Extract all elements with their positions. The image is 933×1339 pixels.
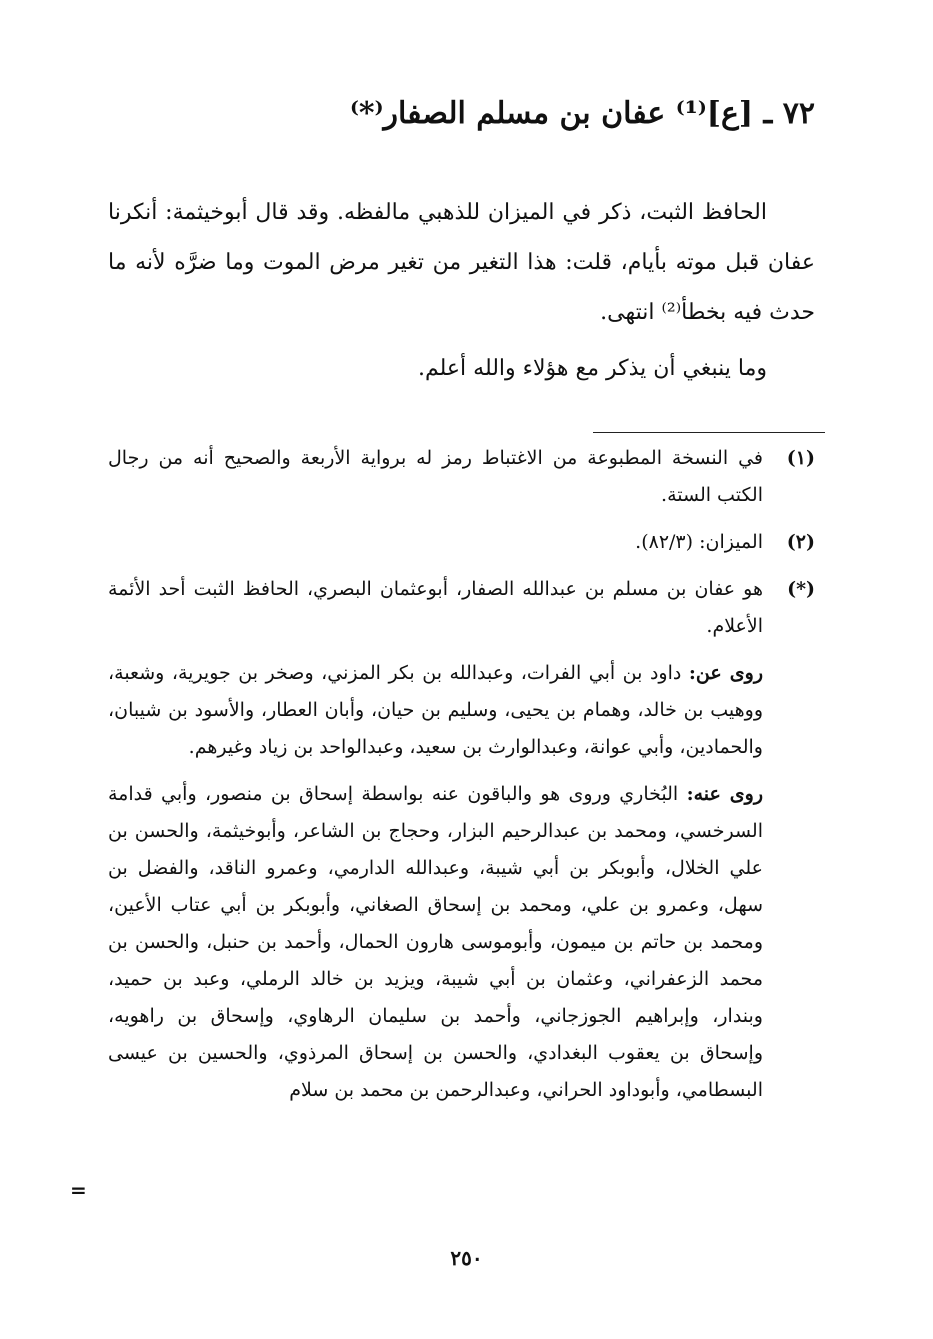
footnote-2 — [108, 524, 815, 561]
footnote-1 — [108, 440, 815, 514]
narrated-by-text: البُخاري وروى هو والباقون عنه بواسطة إسحاق بن منصور، وأبي قدامة السرخسي، ومحمد بن عبدالرحيم البزار، وحجاج بن الشاعر، وأبوخيثمة، والحسن بن علي الخلال، وأبوبكر بن أبي شيبة، وعبدالله الدارمي، وعمرو الناقد، والفضل بن سهل، وعمرو بن علي، ومحمد بن إسحاق الصغاني، وأبوبكر بن أبي عتاب الأعين، ومحمد بن حاتم بن ميمون، وأبوموسى هارون الحمال، وأحمد بن حنبل، والحسن بن محمد الزعفراني، وعثمان بن أبي شيبة، ويزيد بن خالد الرملي، وعبد بن حميد، وبندار، وإبراهيم الجوزجاني، وأحمد بن سليمان الرهاوي، وإسحاق بن راهويه، وإسحاق بن يعقوب البغدادي، والحسن بن إسحاق المرذوي، والحسين بن عيسى البسطامي، وأبوداود الحراني، وعبدالرحمن بن محمد بن سلام — [108, 783, 763, 1101]
footnote-2-text: الميزان: (٨٢/٣). — [635, 531, 763, 553]
narrated-by-block — [108, 776, 763, 1109]
narrated-from-label: روى عن: — [688, 662, 764, 684]
narrated-by-label: روى عنه: — [686, 783, 763, 805]
body-paragraph-1: الحافظ الثبت، ذكر في الميزان للذهبي مالفظه. وقد قال أبوخيثمة: أنكرنا عفان قبل موته بأيام، قلت: هذا التغير من تغير مرض الموت وما ضرَّه لأنه ما حدث فيه بخطأ⁽²⁾ انتهى. — [108, 200, 815, 325]
narrated-from-block — [108, 655, 763, 766]
footnote-2-mark: (٢) — [786, 531, 815, 553]
footnote-star — [108, 571, 815, 645]
continuation-mark: = — [70, 1178, 87, 1202]
footnote-separator — [593, 432, 825, 433]
footnote-star-mark: (*) — [787, 578, 815, 600]
narrated-from-text: داود بن أبي الفرات، وعبدالله بن بكر المزني، وصخر بن جويرية، وشعبة، ووهيب بن خالد، وهمام بن يحيى، وسليم بن حيان، وأبان العطار، والأسود بن شيبان، والحمادين، وأبي عوانة، وعبدالوارث بن سعيد، وعبدالواحد بن زياد وغيرهم. — [108, 662, 763, 758]
page-number: ٢٥٠ — [450, 1246, 483, 1270]
footnote-1-mark: (١) — [786, 447, 815, 469]
footnotes — [108, 440, 815, 1109]
footnote-1-text: في النسخة المطبوعة من الاغتباط رمز له برواية الأربعة والصحيح أنه من رجال الكتب الستة. — [108, 447, 763, 506]
body-paragraph-2: وما ينبغي أن يذكر مع هؤلاء والله أعلم. — [418, 356, 767, 381]
main-body — [108, 188, 815, 394]
footnote-star-text: هو عفان بن مسلم بن عبدالله الصفار، أبوعثمان البصري، الحافظ الثبت أحد الأئمة الأعلام. — [108, 578, 763, 637]
entry-title: ٧٢ ـ [ع]⁽¹⁾ عفان بن مسلم الصفار⁽*⁾ — [349, 96, 815, 131]
